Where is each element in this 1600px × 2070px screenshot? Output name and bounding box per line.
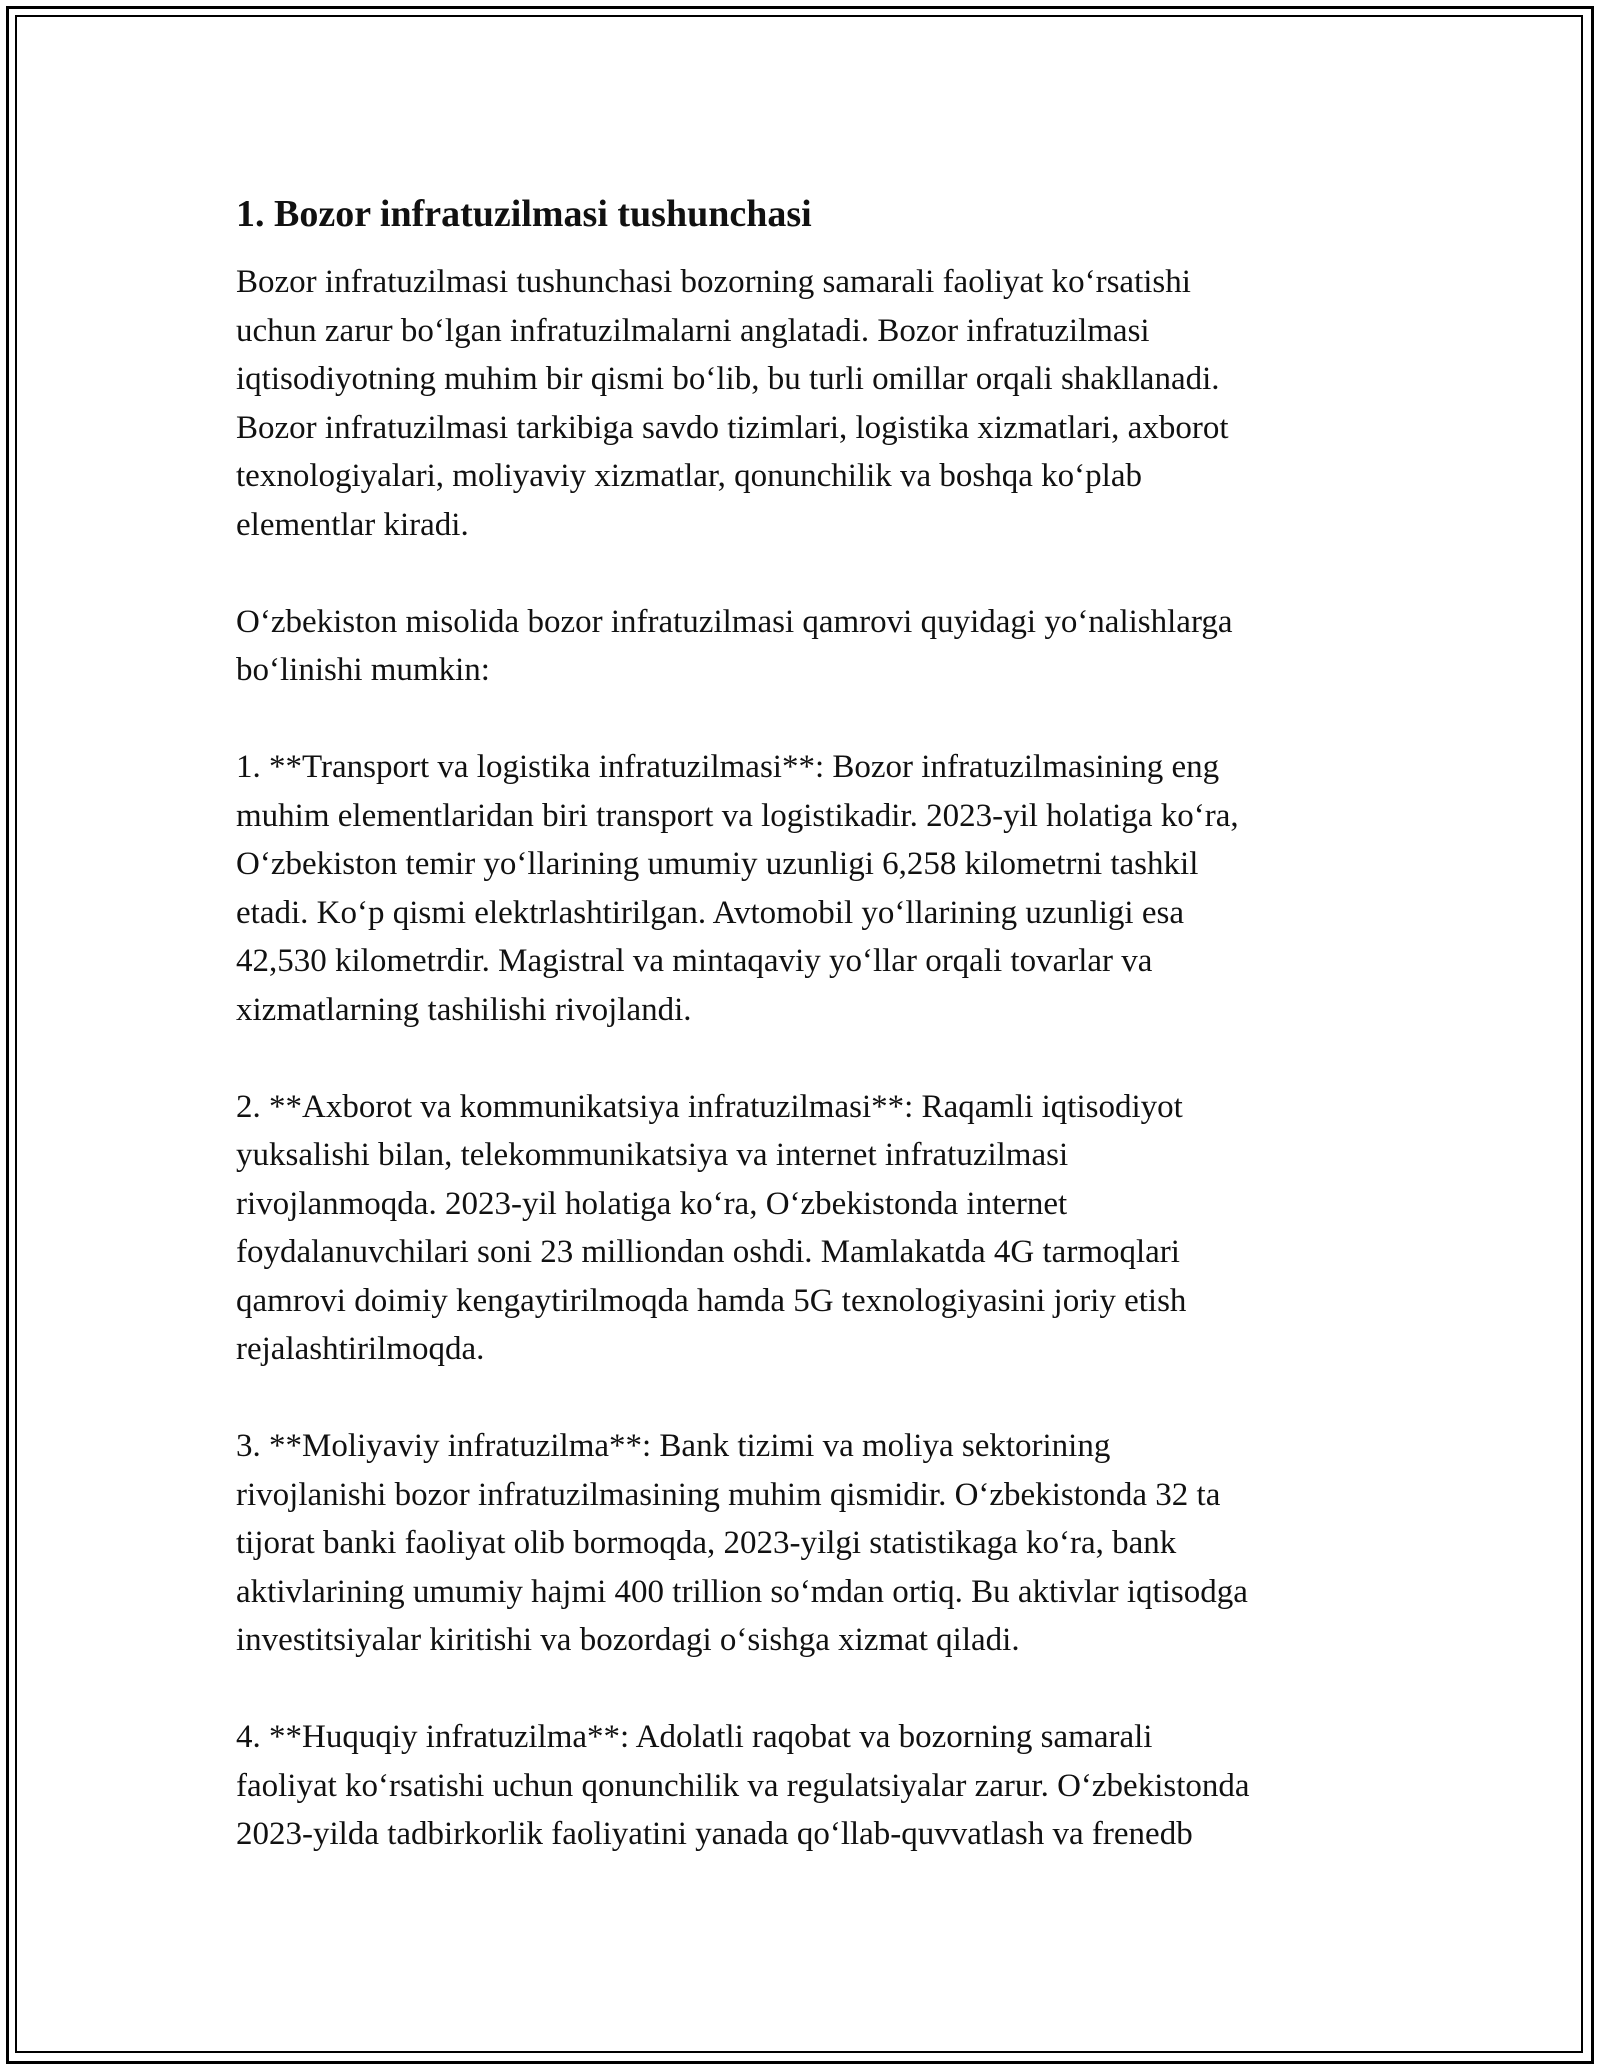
document-body — [236, 186, 1376, 1859]
paragraph-transport: 1. **Transport va logistika infratuzilmasi**: Bozor infratuzilmasining eng muhim elementlaridan biri transport va logistikadir. 2023-yil holatiga ko‘ra, O‘zbekiston temir yo‘llarining umumiy uzunligi 6,258 kilometrni tashkil etadi. Ko‘p qismi elektrlashtirilgan. Avtomobil yo‘llarining uzunligi esa 42,530 kilometrdir. Magistral va mintaqaviy yo‘llar orqali tovarlar va xizmatlarning tashilishi rivojlandi. — [236, 749, 1239, 1028]
paragraph-intro: Bozor infratuzilmasi tushunchasi bozorning samarali faoliyat ko‘rsatishi uchun zarur bo‘lgan infratuzilmalarni anglatadi. Bozor infratuzilmasi iqtisodiyotning muhim bir qismi bo‘lib, bu turli omillar orqali shakllanadi. Bozor infratuzilmasi tarkibiga savdo tizimlari, logistika xizmatlari, axborot texnologiyalari, moliyaviy xizmatlar, qonunchilik va boshqa ko‘plab elementlar kiradi. — [236, 264, 1229, 543]
section-heading: 1. Bozor infratuzilmasi tushunchasi — [236, 193, 812, 235]
paragraph-directions: O‘zbekiston misolida bozor infratuzilmasi qamrovi quyidagi yo‘nalishlarga bo‘linishi mumkin: — [236, 603, 1233, 688]
paragraph-ict: 2. **Axborot va kommunikatsiya infratuzilmasi**: Raqamli iqtisodiyot yuksalishi bilan, telekommunikatsiya va internet infratuzilmasi rivojlanmoqda. 2023-yil holatiga ko‘ra, O‘zbekistonda internet foydalanuvchilari soni 23 milliondan oshdi. Mamlakatda 4G tarmoqlari qamrovi doimiy kengaytirilmoqda hamda 5G texnologiyasini joriy etish rejalashtirilmoqda. — [236, 1088, 1187, 1367]
paragraph-legal: 4. **Huquqiy infratuzilma**: Adolatli raqobat va bozorning samarali faoliyat ko‘rsatishi uchun qonunchilik va regulatsiyalar zarur. O‘zbekistonda 2023-yilda tadbirkorlik faoliyatini yanada qo‘llab-quvvatlash va frenedb — [236, 1719, 1250, 1852]
paragraph-finance: 3. **Moliyaviy infratuzilma**: Bank tizimi va moliya sektorining rivojlanishi bozor infratuzilmasining muhim qismidir. O‘zbekistonda 32 ta tijorat banki faoliyat olib bormoqda, 2023-yilgi statistikaga ko‘ra, bank aktivlarining umumiy hajmi 400 trillion so‘mdan ortiq. Bu aktivlar iqtisodga investitsiyalar kiritishi va bozordagi o‘sishga xizmat qiladi. — [236, 1428, 1248, 1658]
